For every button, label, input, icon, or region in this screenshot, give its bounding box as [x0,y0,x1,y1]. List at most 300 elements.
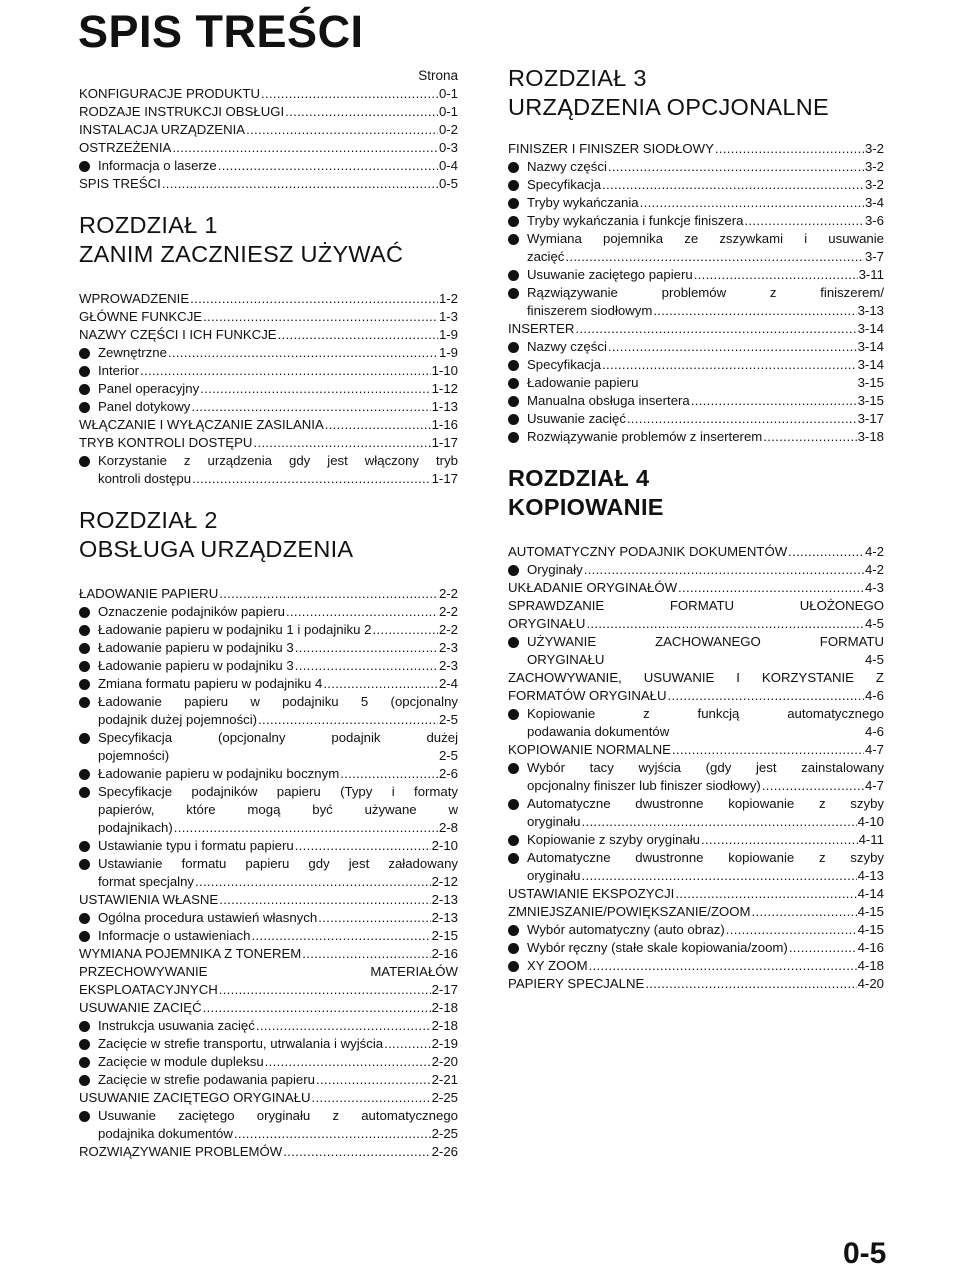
entry-line [79,1089,458,1107]
entry-page-number: 4-13 [857,868,884,883]
entry-line [79,416,458,434]
entry-page-number: 2-18 [431,1018,458,1033]
dot-leader [295,837,431,855]
bullet-icon [508,288,519,299]
bullet-icon [79,366,90,377]
toc-subentry[interactable] [79,452,458,488]
entry-title-line: Automatyczne dwustronne kopiowanie z szyby [527,796,884,811]
entry-page-number: 2-25 [431,1090,458,1105]
entry-line [98,1035,458,1053]
toc-entry[interactable] [508,597,884,633]
entry-title: Ładowanie papieru [527,375,639,390]
entry-line [527,777,884,795]
entry-page-number: 1-12 [431,381,458,396]
bullet-icon [508,396,519,407]
entry-line [98,398,458,416]
entry-title-line: SPRAWDZANIE FORMATU UŁOŻONEGO [508,598,884,613]
entry-title: Zacięcie w strefie transportu, utrwalania i wyjścia [98,1036,384,1051]
chapter-4-heading [508,464,884,522]
entry-page-number: 3-13 [857,303,884,318]
entry-page-number: 2-2 [438,586,458,601]
toc-subentry[interactable] [508,230,884,266]
dot-leader [172,139,438,157]
toc-entry[interactable] [79,1089,458,1107]
entry-line [79,121,458,139]
toc-subentry[interactable] [79,362,458,380]
entry-page-number: 3-14 [857,321,884,336]
dot-leader [278,326,438,344]
entry-line [527,302,884,320]
entry-page-number: 2-12 [431,874,458,889]
toc-subentry[interactable] [508,705,884,741]
entry-title-line: PRZECHOWYWANIE MATERIAŁÓW [79,964,458,979]
entry-title: WYMIANA POJEMNIKA Z TONEREM [79,946,302,961]
toc-subentry[interactable] [508,356,884,374]
toc-subentry[interactable] [79,837,458,855]
entry-page-number: 4-7 [864,742,884,757]
toc-entry[interactable] [79,326,458,344]
toc-subentry[interactable] [79,1053,458,1071]
entry-line [508,975,884,993]
entry-page-number: 4-18 [857,958,884,973]
entry-page-number: 2-3 [438,640,458,655]
entry-title: RODZAJE INSTRUKCJI OBSŁUGI [79,104,285,119]
dot-leader [701,831,858,849]
entry-page-number: 2-21 [431,1072,458,1087]
toc-subentry[interactable] [79,1071,458,1089]
toc-entry[interactable] [508,669,884,705]
entry-page-number: 3-7 [864,249,884,264]
dot-leader [323,675,438,693]
entry-title: Ładowanie papieru w podajniku 1 i podajniku 2 [98,622,372,637]
toc-entry[interactable] [508,741,884,759]
entry-title: WPROWADZENIE [79,291,190,306]
dot-leader [582,813,857,831]
toc-subentry[interactable] [79,729,458,765]
entry-line [98,837,458,855]
entry-title-line: Specyfikacje podajników papieru (Typy i formaty [98,784,458,799]
toc-subentry[interactable] [508,284,884,320]
entry-title: Panel dotykowy [98,399,191,414]
entry-line [508,687,884,705]
toc-entry[interactable] [508,885,884,903]
entry-page-number: 4-5 [864,616,884,631]
entry-line [527,561,884,579]
entry-title-line: Automatyczne dwustronne kopiowanie z szyby [527,850,884,865]
toc-subentry[interactable] [79,1017,458,1035]
entry-title: ORYGINAŁU [527,652,605,667]
dot-leader [675,885,856,903]
entry-title-line: Ustawianie formatu papieru gdy jest załadowany [98,856,458,871]
entry-title: Oryginały [527,562,583,577]
entry-page-number: 1-2 [438,291,458,306]
entry-page-number: 4-3 [864,580,884,595]
dot-leader [168,344,438,362]
toc-subentry[interactable] [79,693,458,729]
entry-line [527,176,884,194]
bullet-icon [79,161,90,172]
dot-leader [285,103,438,121]
entry-line [79,308,458,326]
toc-entry[interactable] [79,121,458,139]
toc-entry[interactable] [508,543,884,561]
bullet-icon [508,378,519,389]
toc-subentry[interactable] [79,765,458,783]
entry-page-number: 4-11 [858,832,884,847]
dot-leader [191,398,430,416]
entry-line [508,579,884,597]
entry-title: KOPIOWANIE NORMALNE [508,742,671,757]
entry-page-number: 3-4 [864,195,884,210]
entry-page-number: 2-18 [431,1000,458,1015]
toc-subentry[interactable] [79,1035,458,1053]
entry-page-number: 3-2 [864,141,884,156]
entry-title: opcjonalny finiszer lub finiszer siodłowy) [527,778,761,793]
toc-entry[interactable] [79,139,458,157]
toc-entry[interactable] [79,434,458,452]
entry-title: USTAWIENIA WŁASNE [79,892,219,907]
toc-subentry[interactable] [508,921,884,939]
toc-subentry[interactable] [508,561,884,579]
entry-title: Oznaczenie podajników papieru [98,604,285,619]
entry-line [79,891,458,909]
entry-page-number: 1-13 [431,399,458,414]
page-title: SPIS TREŚCI [78,6,364,57]
bullet-icon [79,697,90,708]
bullet-icon [79,679,90,690]
toc-subentry[interactable] [79,783,458,837]
toc-subentry[interactable] [508,428,884,446]
entry-title: Zmiana formatu papieru w podajniku 4 [98,676,323,691]
dot-leader [203,308,438,326]
entry-title: Panel operacyjny [98,381,200,396]
entry-line [98,711,458,729]
chapter-3-entries [508,140,884,446]
dot-leader [627,410,857,428]
toc-subentry[interactable] [508,795,884,831]
bullet-icon [508,198,519,209]
toc-subentry[interactable] [79,639,458,657]
toc-subentry[interactable] [79,855,458,891]
toc-subentry[interactable] [508,158,884,176]
entry-line [527,392,884,410]
entry-line [527,356,884,374]
entry-title: Zacięcie w module dupleksu [98,1054,264,1069]
entry-title: USUWANIE ZACIĘĆ [79,1000,202,1015]
entry-page-number: 4-5 [864,652,884,667]
entry-line [79,290,458,308]
bullet-icon [79,643,90,654]
dot-leader [251,927,430,945]
entry-line [79,434,458,452]
bullet-icon [79,1021,90,1032]
toc-entry[interactable] [79,945,458,963]
entry-page-number: 1-16 [431,417,458,432]
toc-entry[interactable] [79,308,458,326]
toc-entry[interactable] [79,999,458,1017]
dot-leader [283,1143,430,1161]
chapter-3-heading [508,64,884,122]
toc-entry[interactable] [79,290,458,308]
entry-title-line: Korzystanie z urządzenia gdy jest włączony tryb [98,453,458,468]
entry-page-number: 3-15 [857,375,884,390]
entry-title: Tryby wykańczania [527,195,639,210]
bullet-icon [508,270,519,281]
entry-title: Ogólna procedura ustawień własnych [98,910,318,925]
entry-page-number: 2-15 [431,928,458,943]
entry-title-line: Rązwiązywanie problemów z finiszerem/ [527,285,884,300]
dot-leader [256,1017,431,1035]
entry-page-number: 4-2 [864,544,884,559]
dot-leader [653,302,856,320]
entry-line [508,320,884,338]
entry-line [527,410,884,428]
entry-line [79,945,458,963]
toc-subentry[interactable] [508,338,884,356]
dot-leader [789,939,857,957]
dot-leader [668,687,864,705]
entry-line [527,921,884,939]
entry-title: podajnika dokumentów [98,1126,233,1141]
toc-subentry[interactable] [508,759,884,795]
entry-title: USTAWIANIE EKSPOZYCJI [508,886,675,901]
entry-title: finiszerem siodłowym [527,303,653,318]
toc-subentry[interactable] [508,266,884,284]
bullet-icon [79,348,90,359]
entry-line [79,999,458,1017]
dot-leader [246,121,438,139]
bullet-icon [508,565,519,576]
toc-subentry[interactable] [508,633,884,669]
entry-line [98,344,458,362]
bullet-icon [508,637,519,648]
entry-title: NAZWY CZĘŚCI I ICH FUNKCJE [79,327,277,342]
toc-entry[interactable] [79,175,458,193]
toc-entry[interactable] [508,320,884,338]
entry-title: TRYB KONTROLI DOSTĘPU [79,435,253,450]
dot-leader [575,320,856,338]
bullet-icon [79,1075,90,1086]
entry-page-number: 0-4 [438,158,458,173]
toc-subentry[interactable] [508,849,884,885]
page-number: 0-5 [843,1237,887,1270]
dot-leader [295,657,438,675]
toc-entry[interactable] [79,891,458,909]
toc-entry[interactable] [508,579,884,597]
toc-subentry[interactable] [508,831,884,849]
entry-title: OSTRZEŻENIA [79,140,172,155]
entry-line [98,747,458,765]
entry-title: Ładowanie papieru w podajniku bocznym [98,766,340,781]
bullet-icon [79,841,90,852]
entry-page-number: 2-8 [438,820,458,835]
toc-subentry[interactable] [79,344,458,362]
chapter-3-title: URZĄDZENIA OPCJONALNE [508,94,829,120]
dot-leader [372,621,437,639]
entry-line [508,615,884,633]
toc-entry[interactable] [79,85,458,103]
dot-leader [589,957,857,975]
entry-title: zacięć [527,249,565,264]
entry-line [98,362,458,380]
entry-line [527,212,884,230]
entry-title-line: Wybór tacy wyjścia (gdy jest zainstalowany [527,760,884,775]
entry-title: podajnikach) [98,820,173,835]
bullet-icon [508,216,519,227]
entry-page-number: 2-6 [438,766,458,781]
bullet-icon [508,853,519,864]
bullet-icon [79,384,90,395]
toc-subentry[interactable] [508,374,884,392]
entry-title: SPIS TREŚCI [79,176,161,191]
toc-intro-section [79,85,458,193]
entry-title: Manualna obsługa insertera [527,393,690,408]
entry-title: FINISZER I FINISZER SIODŁOWY [508,141,714,156]
toc-entry[interactable] [79,416,458,434]
entry-page-number: 2-26 [431,1144,458,1159]
entry-title: Informacje o ustawieniach [98,928,251,943]
entry-line [527,831,884,849]
entry-line [527,651,884,669]
dot-leader [195,873,431,891]
dot-leader [763,428,856,446]
toc-entry[interactable] [508,903,884,921]
bullet-icon [79,661,90,672]
entry-page-number: 3-17 [857,411,884,426]
entry-title: EKSPLOATACYJNYCH [79,982,218,997]
dot-leader [140,362,431,380]
toc-subentry[interactable] [79,675,458,693]
chapter-1-number: ROZDZIAŁ 1 [79,212,218,238]
entry-title: Tryby wykańczania i funkcje finiszera [527,213,744,228]
toc-subentry[interactable] [508,194,884,212]
entry-title: Ustawianie typu i formatu papieru [98,838,294,853]
toc-right-column [508,64,884,993]
toc-subentry[interactable] [508,176,884,194]
entry-page-number: 4-7 [864,778,884,793]
toc-entry[interactable] [79,1143,458,1161]
entry-page-number: 3-11 [858,267,884,282]
dot-leader [219,891,430,909]
entry-title: Usuwanie zaciętego papieru [527,267,693,282]
bullet-icon [508,234,519,245]
entry-page-number: 1-17 [431,435,458,450]
entry-page-number: 2-20 [431,1054,458,1069]
entry-line [508,543,884,561]
entry-line [79,85,458,103]
toc-subentry[interactable] [79,927,458,945]
entry-line [98,909,458,927]
toc-subentry[interactable] [79,1107,458,1143]
toc-entry[interactable] [508,975,884,993]
entry-line [527,813,884,831]
dot-leader [602,356,857,374]
entry-line [527,158,884,176]
entry-page-number: 3-15 [857,393,884,408]
entry-title: Specyfikacja [527,177,602,192]
entry-line [98,657,458,675]
entry-title: oryginału [527,814,581,829]
entry-title: Wybór automatyczny (auto obraz) [527,922,725,937]
dot-leader [384,1035,430,1053]
entry-title-line: Ładowanie papieru w podajniku 5 (opcjonalny [98,694,458,709]
entry-line [98,927,458,945]
entry-line [98,765,458,783]
entry-line [79,981,458,999]
toc-entry[interactable] [79,585,458,603]
toc-subentry[interactable] [79,621,458,639]
entry-title: format specjalny [98,874,195,889]
entry-title: ROZWIĄZYWANIE PROBLEMÓW [79,1144,283,1159]
toc-subentry[interactable] [79,657,458,675]
dot-leader [584,561,864,579]
entry-page-number: 3-18 [857,429,884,444]
entry-title: Informacja o laserze [98,158,217,173]
entry-title: Kopiowanie z szyby oryginału [527,832,700,847]
entry-title: UKŁADANIE ORYGINAŁÓW [508,580,678,595]
bullet-icon [508,943,519,954]
entry-title-line: Kopiowanie z funkcją automatycznego [527,706,884,721]
dot-leader [253,434,430,452]
bullet-icon [508,360,519,371]
dot-leader [316,1071,431,1089]
entry-page-number: 3-2 [864,159,884,174]
dot-leader [218,157,438,175]
toc-subentry[interactable] [79,398,458,416]
entry-page-number: 2-17 [431,982,458,997]
toc-subentry[interactable] [79,603,458,621]
page-column-label: Strona [418,68,458,83]
entry-page-number: 3-14 [857,339,884,354]
toc-entry[interactable] [79,963,458,999]
toc-subentry[interactable] [508,957,884,975]
dot-leader [672,741,864,759]
chapter-1-title: ZANIM ZACZNIESZ UŻYWAĆ [79,241,404,267]
toc-entry[interactable] [79,103,458,121]
dot-leader [258,711,438,729]
toc-subentry[interactable] [79,380,458,398]
entry-page-number: 4-15 [857,904,884,919]
entry-line [508,741,884,759]
entry-title: Ładowanie papieru w podajniku 3 [98,640,294,655]
entry-line [98,380,458,398]
entry-page-number: 3-2 [864,177,884,192]
toc-entry[interactable] [508,140,884,158]
entry-title: XY ZOOM [527,958,588,973]
bullet-icon [508,342,519,353]
toc-subentry[interactable] [508,939,884,957]
entry-line [98,819,458,837]
toc-subentry[interactable] [79,909,458,927]
toc-subentry[interactable] [508,410,884,428]
toc-subentry[interactable] [508,392,884,410]
entry-title: pojemności) [98,748,170,763]
dot-leader [295,639,438,657]
entry-title-line: Wymiana pojemnika ze zszywkami i usuwanie [527,231,884,246]
entry-page-number: 2-13 [431,910,458,925]
entry-title: Nazwy części [527,339,607,354]
entry-title: FORMATÓW ORYGINAŁU [508,688,667,703]
toc-subentry[interactable] [79,157,458,175]
entry-title: Instrukcja usuwania zacięć [98,1018,255,1033]
bullet-icon [79,859,90,870]
entry-line [79,103,458,121]
toc-subentry[interactable] [508,212,884,230]
entry-page-number: 3-14 [857,357,884,372]
dot-leader [286,603,438,621]
entry-page-number: 0-1 [438,86,458,101]
entry-page-number: 2-5 [438,748,458,763]
